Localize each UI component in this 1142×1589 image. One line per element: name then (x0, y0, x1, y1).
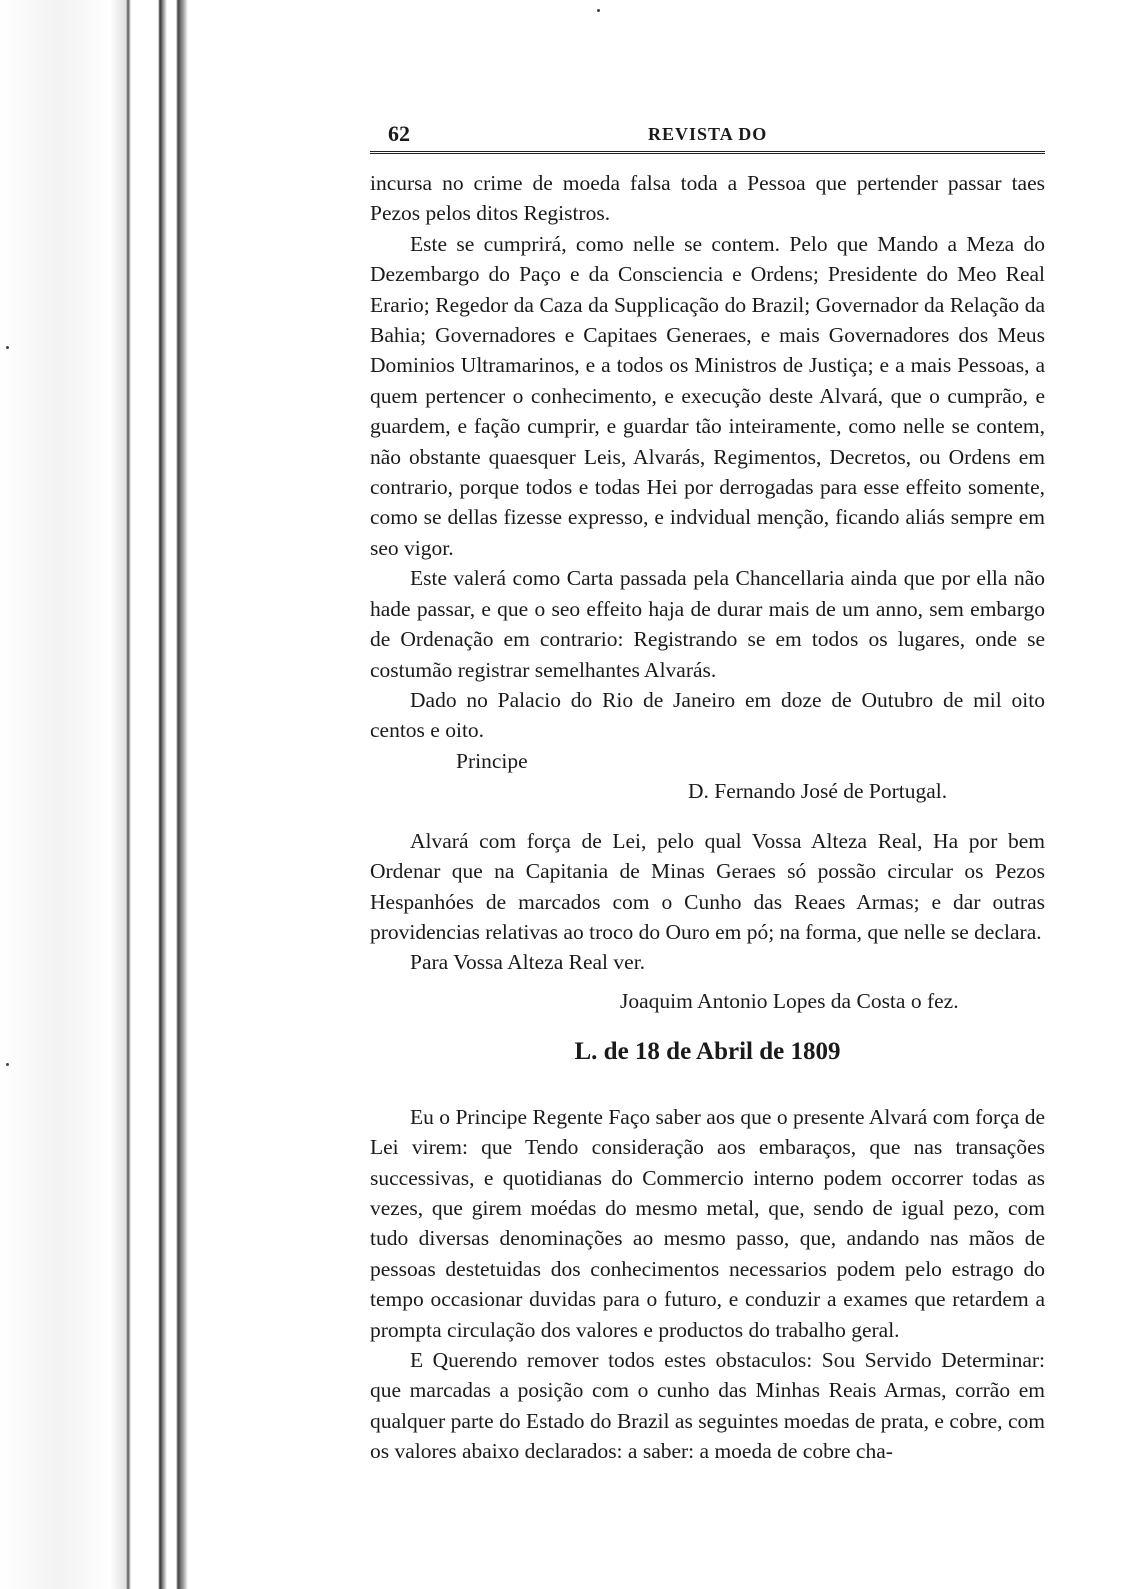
speck (597, 9, 600, 12)
book-binding (0, 0, 200, 1589)
paragraph: Eu o Principe Regente Faço saber aos que o presente Alvará com força de Lei virem: que Tendo consideração aos embaraços, que nas transações successivas, e quotidianas do Commercio interno podem occorrer todas as vezes, que girem moédas do mesmo metal, que, sendo de igual pezo, com tudo diversas denominações ao mesmo passo, que, andando nas mãos de pessoas destetuidas dos conhecimentos necessarios podem pelo estrago do tempo occasionar duvidas para o futuro, e conduzir a exames que retardem a prompta circulação dos valores e productos do trabalho geral. (370, 1104, 1045, 1342)
book-page (370, 115, 1045, 1467)
speck (6, 1063, 9, 1066)
page-number: 62 (388, 121, 410, 146)
signature-principe: Principe (456, 748, 528, 773)
paragraph: Este valerá como Carta passada pela Chancellaria ainda que por ella não hade passar, e que o seo effeito haja de durar mais de um anno, sem embargo de Ordenação em contrario: Registrando se em todos os lugares, onde se costumão registrar semelhantes Alvarás. (370, 566, 1045, 682)
paragraph: incursa no crime de moeda falsa toda a Pessoa que pertender passar taes Pezos pelos ditos Registros. (370, 171, 1045, 226)
paragraph: Dado no Palacio do Rio de Janeiro em doze de Outubro de mil oito centos e oito. (370, 687, 1045, 743)
signature-clerk: Joaquim Antonio Lopes da Costa o fez. (620, 988, 959, 1013)
page-header (370, 115, 1045, 151)
header-rule (370, 151, 1045, 154)
paragraph: E Querendo remover todos estes obstaculos: Sou Servido Determinar: que marcadas a posição com o cunho das Minhas Reais Armas, corrão em qualquer parte do Estado do Brazil as seguintes moedas de prata, e cobre, com os valores abaixo declarados: a saber: a moeda de cobre cha- (370, 1348, 1045, 1464)
spacer (370, 806, 1045, 826)
paragraph: Este se cumprirá, como nelle se contem. Pelo que Mando a Meza do Dezembargo do Paço e da Consciencia e Ordens; Presidente do Meo Real Erario; Regedor da Caza da Supplicação do Brazil; Governador da Relação da Bahia; Governadores e Capitaes Generaes, e mais Governadores dos Meus Dominios Ultramarinos, e a todos os Ministros de Justiça; e a mais Pessoas, a quem pertencer o conhecimento, e execução deste Alvará, que o cumprão, e guardem, e fação cumprir, e guardar tão inteiramente, como nelle se contem, não obstante quaesquer Leis, Alvarás, Regimentos, Decretos, ou Ordens em contrario, porque todos e todas Hei por derrogadas para esse effeito somente, como se dellas fizesse expresso, e indvidual menção, ficando aliás sempre em seo vigor. (370, 231, 1045, 560)
alvara-summary: Alvará com força de Lei, pelo qual Vossa Alteza Real, Ha por bem Ordenar que na Capitania de Minas Geraes só possão circular os Pezos Hespanhóes de marcados com o Cunho das Reaes Armas; e dar outras providencias relativas ao troco do Ouro em pó; na forma, que nelle se declara. (370, 828, 1045, 944)
speck (6, 346, 9, 349)
para-vossa-alteza: Para Vossa Alteza Real ver. (410, 950, 646, 975)
running-head: REVISTA DO (648, 124, 768, 144)
law-title: L. de 18 de Abril de 1809 (574, 1037, 841, 1065)
signature-fernando: D. Fernando José de Portugal. (688, 778, 948, 803)
